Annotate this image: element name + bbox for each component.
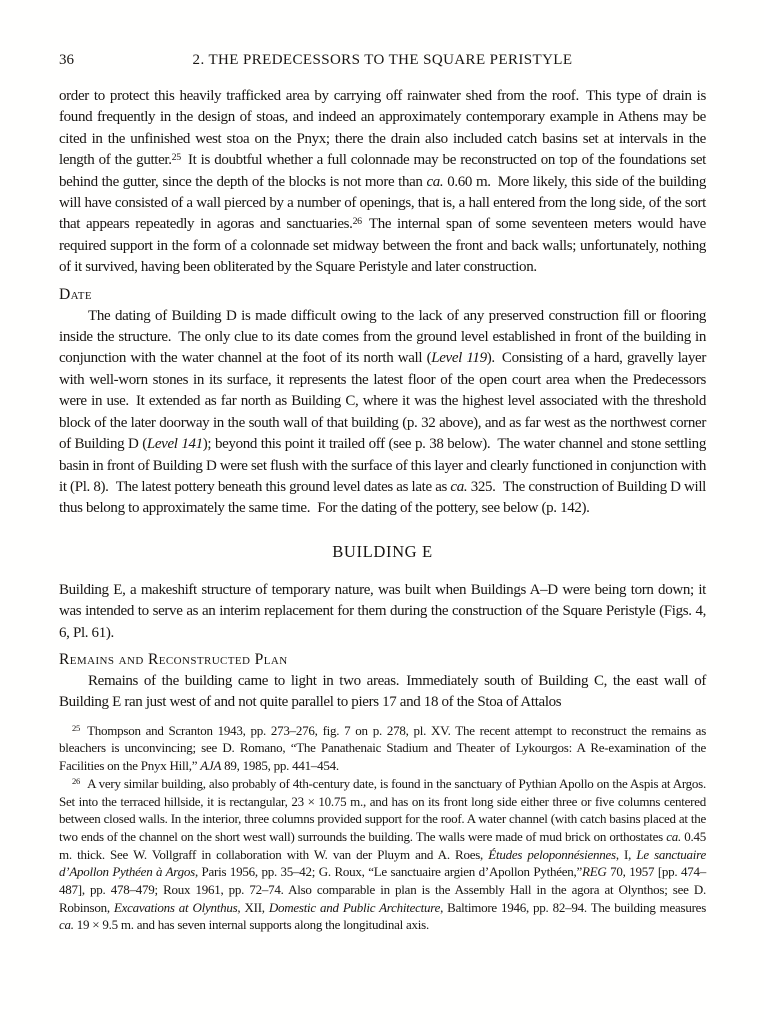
page-body xyxy=(59,86,706,714)
section-heading-date: Date xyxy=(59,285,93,303)
running-title: 2. THE PREDECESSORS TO THE SQUARE PERISTYLE xyxy=(192,52,573,68)
footnote-26-number: 26 xyxy=(72,776,81,787)
page-number: 36 xyxy=(59,52,74,68)
footnote-25 xyxy=(59,722,706,775)
section-heading-building-e: BUILDING E xyxy=(332,541,433,561)
paragraph-remains: Remains of the building came to light in two areas. Immediately south of Building C, the east wall of Building E ran just west of and not quite parallel to piers 17 and 18 of the Stoa of Attalos xyxy=(59,672,706,711)
paragraph-building-e-intro: Building E, a makeshift structure of temporary nature, was built when Buildings A–D were being torn down; it was intended to serve as an interim replacement for them during the construction of the Square Peristyle (Figs. 4, 6, Pl. 61). xyxy=(59,581,706,641)
footnote-26-text: A very similar building, also probably of 4th-century date, is found in the sanctuary of Pythian Apollo on the Aspis at Argos. Set into the terraced hillside, it is rectangular, 23 × 10.75 m., and has on its front long side either three or five columns centered between closed walls. In the interior, three columns provided support for the roof. A water channel (with catch basins placed at the two ends of the channel on the short west wall) surrounds the building. The walls were made of mud brick on orthostates ca. 0.45 m. thick. See W. Vollgraff in collaboration with W. van der Pluym and A. Roes, Études peloponnésiennes, I, Le sanctuaire d’Apollon Pythéen à Argos, Paris 1956, pp. 35–42; G. Roux, “Le sanctuaire argien d’Apollon Pythéen,”REG 70, 1957 [pp. 474–487], pp. 478–479; Roux 1961, pp. 72–74. Also comparable in plan is the Assembly Hall in the agora at Olynthos; see D. Robinson, Excavations at Olynthus, XII, Domestic and Public Architecture, Baltimore 1946, pp. 82–94. The building measures ca. 19 × 9.5 m. and has seven internal supports along the longitudinal axis. xyxy=(59,775,707,933)
paragraph-building-d-continuation: order to protect this heavily trafficked area by carrying off rainwater shed from the roof. This type of drain is found frequently in the design of stoas, and indeed an approximately contemporary example in Athens may be cited in the unfinished west stoa on the Pnyx; there the drain also included catch basins set at intervals in the length of the gutter.$^{25}$ It is doubtful whether a full colonnade may be reconstructed on top of the foundations set behind the gutter, since the depth of the blocks is not more than ca. 0.60 m. More likely, this side of the building will have consisted of a wall pierced by a number of openings, that is, a hall entered from the long side, of the sort that appears repeatedly in agoras and sanctuaries.$^{26}$ The internal span of some seventeen meters would have required support in the form of a colonnade set midway between the front and back walls; unfortunately, nothing of it survived, having been obliterated by the Square Peristyle and later construction. xyxy=(59,88,706,276)
footnote-25-number: 25 xyxy=(72,723,81,734)
footnote-26 xyxy=(59,775,706,934)
footnote-25-text: Thompson and Scranton 1943, pp. 273–276, fig. 7 on p. 278, pl. XV. The recent attempt to reconstruct the remains as bleachers is unconvincing; see D. Romano, “The Panathenaic Stadium and Theater of Lykourgos: A Re-examination of the Facilities on the Pnyx Hill,” AJA 89, 1985, pp. 441–454. xyxy=(59,722,706,774)
footnotes-block xyxy=(59,722,706,934)
section-heading-remains-and-reconstructed-plan: Remains and Reconstructed Plan xyxy=(59,650,288,668)
page-header xyxy=(59,52,706,70)
paragraph-date: The dating of Building D is made difficult owing to the lack of any preserved construction fill or flooring inside the structure. The only clue to its date comes from the ground level established in front of the building in conjunction with the water channel at the foot of its north wall (Level 119). Consisting of a hard, gravelly layer with well-worn stones in its surface, it represents the latest floor of the open court area when the Predecessors were in use. It extended as far north as Building C, where it was the highest level associated with the threshold block of the later doorway in the south wall of that building (p. 32 above), and as far west as the northwest corner of Building D (Level 141); beyond this point it trailed off (see p. 38 below). The water channel and stone settling basin in front of Building D were set flush with the surface of this layer and clearly functioned in conjunction with it (Pl. 8). The latest pottery beneath this ground level dates as late as ca. 325. The construction of Building D will thus belong to approximately the same time. For the dating of the pottery, see below (p. 142). xyxy=(59,307,706,517)
